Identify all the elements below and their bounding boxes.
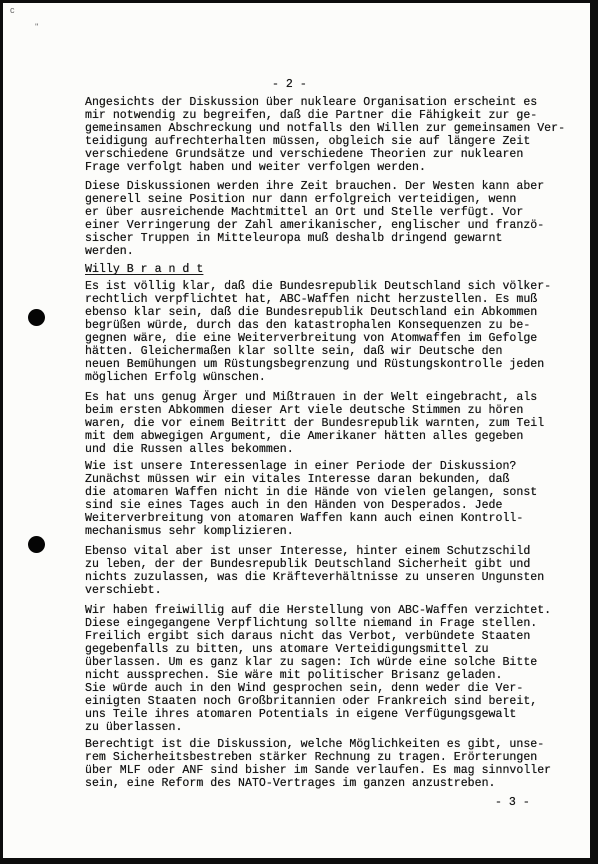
paragraph: Wie ist unsere Interessenlage in einer Periode der Diskussion? Zunächst müssen wir ein vitales Interesse daran bekunden, daß die atomaren Waffen nicht in die Hände von vielen gelangen, sonst sind sie eines Tages auch in den Händen von Desperados. Jede Weiterverbreitung von atomaren Waffen kann auch einen Kontroll- mechanismus sehr komplizieren. — [85, 460, 538, 538]
paragraph: Es ist völlig klar, daß die Bundesrepublik Deutschland sich völker- rechtlich verpflichtet hat, ABC-Waffen nicht herzustellen. Es muß ebenso klar sein, daß die Bundesrepublik Deutschland ein Abkommen begrüßen würde, durch das den katastrophalen Konsequenzen zu be- gegnen wäre, die eine Weiterverbreitung von Atomwaffen im Gefolge hätten. Gleichermaßen klar sollte sein, daß wir Deutsche den neuen Bemühungen um Rüstungsbegrenzung und Rüstungskontrolle jeden möglichen Erfolg wünschen. — [85, 280, 552, 384]
page-number-header: - 2 - — [272, 78, 307, 91]
paragraph: Wir haben freiwillig auf die Herstellung von ABC-Waffen verzichtet. Diese eingegangene Verpflichtung sollte niemand in Frage stellen. Freilich ergibt sich daraus nicht das Verbot, verbündete Staaten gegebenfalls zu bitten, uns atomare Verteidigungsmittel zu überlassen. Um es ganz klar zu sagen: Ich würde eine solche Bitte nicht aussprechen. Sie wäre mit politischer Brisanz geladen. Sie würde auch in den Wind gesprochen sein, denn weder die Ver- einigten Staaten noch Großbritannien oder Frankreich sind bereit, uns Teile ihres atomaren Potentials in eigene Verfügungsgewalt zu überlassen. — [85, 604, 552, 734]
paragraph: Diese Diskussionen werden ihre Zeit brauchen. Der Westen kann aber generell seine Position nur dann erfolgreich verteidigen, wenn er über ausreichende Machtmittel an Ort und Stelle verfügt. Vor einer Verringerung der Zahl amerikanischer, englischer und franzö- sischer Truppen in Mitteleuropa muß deshalb dringend gewarnt werden. — [85, 180, 545, 258]
paragraph: Angesichts der Diskussion über nukleare Organisation erscheint es mir notwendig zu begreifen, daß die Partner die Fähigkeit zur ge- gemeinsamen Abschreckung und notfalls den Willen zur gemeinsamen Ver- teidigung aufrechterhalten müssen, obgleich sie auf längere Zeit verschiedene Grundsätze und verschiedene Theorien zur nuklearen Frage verfolgt haben und weiter verfolgen werden. — [85, 96, 566, 174]
page-number-footer: - 3 - — [495, 796, 530, 809]
margin-mark: '' — [35, 22, 39, 32]
punch-hole — [28, 309, 45, 326]
paragraph: Es hat uns genug Ärger und Mißtrauen in der Welt eingebracht, als beim ersten Abkommen dieser Art viele deutsche Stimmen zu hören waren, die vor einem Beitritt der Bundesrepublik warnten, zum Teil mit dem abwegigen Argument, die Amerikaner hätten alles gegeben und die Russen alles bekommen. — [85, 391, 545, 456]
speaker-heading: Willy B r a n d t — [85, 263, 204, 276]
paragraph: Ebenso vital aber ist unser Interesse, hinter einem Schutzschild zu leben, der der Bundesrepublik Deutschland Sicherheit gibt und nichts zuzulassen, was die Kräfteverhältnisse zu unseren Ungunsten verschiebt. — [85, 545, 545, 597]
punch-hole — [28, 536, 45, 553]
paragraph: Berechtigt ist die Diskussion, welche Möglichkeiten es gibt, unse- rem Sicherheitsbestreben stärker Rechnung zu tragen. Erörterungen über MLF oder ANF sind bisher im Sande verlaufen. Es mag sinnvoller sein, eine Reform des NATO-Vertrages im ganzen anzustreben. — [85, 738, 552, 790]
margin-mark: c — [10, 5, 15, 15]
